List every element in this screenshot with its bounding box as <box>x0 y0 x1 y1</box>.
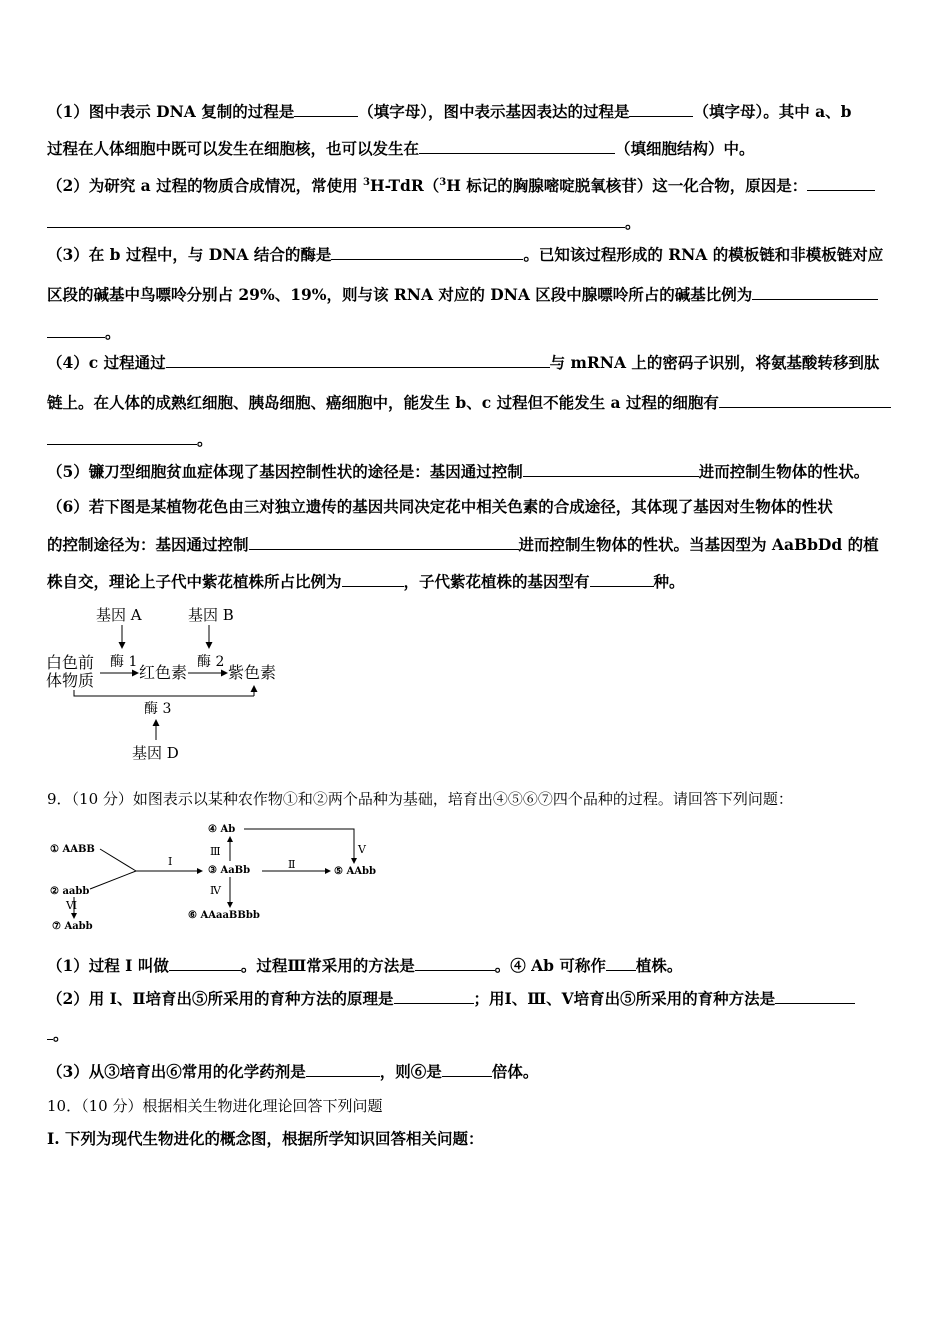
route-3-label: Ⅲ <box>210 845 221 858</box>
answer-blank[interactable] <box>590 571 654 587</box>
q8-part1-line2 <box>47 138 909 160</box>
q8-part6-text-a: （6）若下图是某植物花色由三对独立遗传的基因共同决定花中相关色素的合成途径，其体现了基因对生物体的性状 <box>47 497 833 516</box>
q8-part4-line1 <box>47 352 909 374</box>
gene-d-label: 基因 D <box>132 744 179 762</box>
answer-blank[interactable] <box>306 1061 380 1077</box>
q8-part3-text-d: 。 <box>105 323 121 342</box>
enzyme1-label: 酶 1 <box>110 654 138 670</box>
answer-blank[interactable] <box>342 571 404 587</box>
q8-part1-line1 <box>47 101 909 123</box>
q9-part2-line2 <box>47 1024 909 1046</box>
q10-header <box>47 1095 909 1117</box>
q9-part1-text-b: 。过程Ⅲ常采用的方法是 <box>240 956 415 975</box>
purple-pigment-label: 紫色素 <box>228 663 277 682</box>
enzyme3-label: 酶 3 <box>144 701 172 717</box>
q8-part6-text-c: 进而控制生物体的性状。当基因型为 AaBbDd 的植 <box>518 535 879 554</box>
q8-part6-text-e: ，子代紫花植株的基因型有 <box>403 572 590 591</box>
q9-part2-text-b: ；用Ⅰ、Ⅲ、Ⅴ培育出⑤所采用的育种方法是 <box>473 989 776 1008</box>
merge-line-1 <box>100 849 136 871</box>
q8-part6-line2 <box>47 534 909 556</box>
q9-part1-text-d: 植株。 <box>635 956 683 975</box>
answer-blank[interactable] <box>629 101 693 117</box>
answer-blank[interactable] <box>752 284 878 300</box>
answer-blank[interactable] <box>719 392 891 408</box>
q8-part3-text-b: 。已知该过程形成的 RNA 的模板链和非模板链对应 <box>523 245 884 264</box>
q8-part2-line2 <box>47 212 909 234</box>
breeding-diagram <box>44 815 404 935</box>
answer-blank[interactable] <box>47 322 105 338</box>
q8-part4-text-d: 。 <box>197 430 213 449</box>
q8-part1-text-d: 过程在人体细胞中既可以发生在细胞核，也可以发生在 <box>47 139 420 158</box>
route-4-label: Ⅳ <box>210 884 221 897</box>
merge-line-2 <box>90 871 136 889</box>
answer-blank[interactable] <box>606 955 636 971</box>
q8-part4-line2 <box>47 392 909 414</box>
q9-part2-text-c: 。 <box>53 1025 69 1044</box>
route-2-label: Ⅱ <box>288 858 296 871</box>
answer-blank[interactable] <box>415 955 495 971</box>
q8-part6-text-b: 的控制途径为：基因通过控制 <box>47 535 249 554</box>
superscript: 3 <box>439 176 447 188</box>
answer-blank[interactable] <box>807 175 875 191</box>
q8-part2-text-a: （2）为研究 a 过程的物质合成情况，常使用 <box>47 176 364 195</box>
answer-blank[interactable] <box>47 212 625 228</box>
q8-part5-line1 <box>47 461 909 483</box>
q8-part6-line1 <box>47 496 909 518</box>
q8-part6-line3 <box>47 571 909 593</box>
q9-part3-text-c: 倍体。 <box>491 1062 539 1081</box>
q8-part6-text-f: 种。 <box>653 572 685 591</box>
answer-blank[interactable] <box>331 244 523 260</box>
red-pigment-label: 红色素 <box>139 663 188 682</box>
route-6-label: Ⅵ <box>66 899 78 912</box>
q8-part6-text-d: 株自交，理论上子代中紫花植株所占比例为 <box>47 572 342 591</box>
pigment-pathway-diagram <box>44 600 294 765</box>
q9-part2-text-a: （2）用 I、Ⅱ培育出⑤所采用的育种方法的原理是 <box>47 989 394 1008</box>
q9-part1-text-a: （1）过程 I 叫做 <box>47 956 169 975</box>
q9-part3-text-a: （3）从③培育出⑥常用的化学药剂是 <box>47 1062 306 1081</box>
superscript: 3 <box>363 176 370 188</box>
node-4: ④ Ab <box>208 824 236 835</box>
q8-part3-line2 <box>47 284 909 306</box>
node-3: ③ AaBb <box>208 865 251 876</box>
answer-blank[interactable] <box>169 955 241 971</box>
node-2: ② aabb <box>50 886 90 897</box>
q8-part3-text-a: （3）在 b 过程中，与 DNA 结合的酶是 <box>47 245 332 264</box>
enzyme2-label: 酶 2 <box>197 654 225 670</box>
white-precursor-label-1: 白色前 <box>46 653 95 672</box>
route-5-label: Ⅴ <box>358 843 366 856</box>
q8-part3-text-c: 区段的碱基中鸟嘌呤分别占 29%、19%，则与该 RNA 对应的 DNA 区段中腺嘌呤所占的碱基比例为 <box>47 285 753 304</box>
q8-part1-text-b: （填字母），图中表示基因表达的过程是 <box>358 102 630 121</box>
q9-part2-line1 <box>47 988 909 1010</box>
node-7: ⑦ Aabb <box>52 921 93 932</box>
answer-blank[interactable] <box>419 138 615 154</box>
answer-blank[interactable] <box>394 988 474 1004</box>
q10-header-text: 10．（10 分）根据相关生物进化理论回答下列问题 <box>47 1097 383 1115</box>
q8-part2-text-c: H 标记的胸腺嘧啶脱氧核苷）这一化合物，原因是： <box>446 176 808 195</box>
route-5-arrow <box>244 829 354 863</box>
q8-part1-text-a: （1）图中表示 DNA 复制的过程是 <box>47 102 295 121</box>
white-precursor-label-2: 体物质 <box>46 671 95 690</box>
answer-blank[interactable] <box>249 534 519 550</box>
q8-part2-text-b: H-TdR（ <box>370 176 440 195</box>
answer-blank[interactable] <box>775 988 855 1004</box>
q8-part4-text-a: （4）c 过程通过 <box>47 353 166 372</box>
q9-part3-line <box>47 1061 909 1083</box>
q8-part4-text-b: 与 mRNA 上的密码子识别，将氨基酸转移到肽 <box>549 353 880 372</box>
q9-part1-line <box>47 955 909 977</box>
q10-part1-text: I. 下列为现代生物进化的概念图，根据所学知识回答相关问题： <box>47 1129 484 1148</box>
q8-part3-line3 <box>47 322 909 344</box>
q9-header-text: 9．（10 分）如图表示以某种农作物①和②两个品种为基础，培育出④⑤⑥⑦四个品种的过程。请回答下列问题： <box>47 790 793 808</box>
q10-part1-line <box>47 1128 909 1150</box>
q8-part4-line3 <box>47 429 909 451</box>
answer-blank[interactable] <box>294 101 358 117</box>
q9-part1-text-c: 。④ Ab 可称作 <box>494 956 606 975</box>
q8-part4-text-c: 链上。在人体的成熟红细胞、胰岛细胞、癌细胞中，能发生 b、c 过程但不能发生 a 过程的细胞有 <box>47 393 719 412</box>
node-1: ① AABB <box>50 844 95 855</box>
q8-part2-line1 <box>47 175 909 197</box>
q8-part5-text-b: 进而控制生物体的性状。 <box>698 462 870 481</box>
q9-part3-text-b: ，则⑥是 <box>379 1062 442 1081</box>
node-5: ⑤ AAbb <box>334 866 376 877</box>
q8-part5-text-a: （5）镰刀型细胞贫血症体现了基因控制性状的途径是：基因通过控制 <box>47 462 523 481</box>
answer-blank[interactable] <box>166 352 550 368</box>
answer-blank[interactable] <box>523 461 699 477</box>
answer-blank[interactable] <box>47 429 197 445</box>
route-1-label: Ⅰ <box>168 855 173 868</box>
q8-part2-text-d: 。 <box>625 213 641 232</box>
q9-header <box>47 788 909 810</box>
node-6: ⑥ AAaaBBbb <box>188 910 260 921</box>
gene-a-label: 基因 A <box>96 606 142 624</box>
bypass-line <box>74 690 254 696</box>
q8-part1-text-e: （填细胞结构）中。 <box>615 139 755 158</box>
answer-blank[interactable] <box>442 1061 492 1077</box>
gene-b-label: 基因 B <box>188 606 234 624</box>
q8-part3-line1 <box>47 244 909 266</box>
q8-part1-text-c: （填字母）。其中 a、b <box>693 102 852 121</box>
